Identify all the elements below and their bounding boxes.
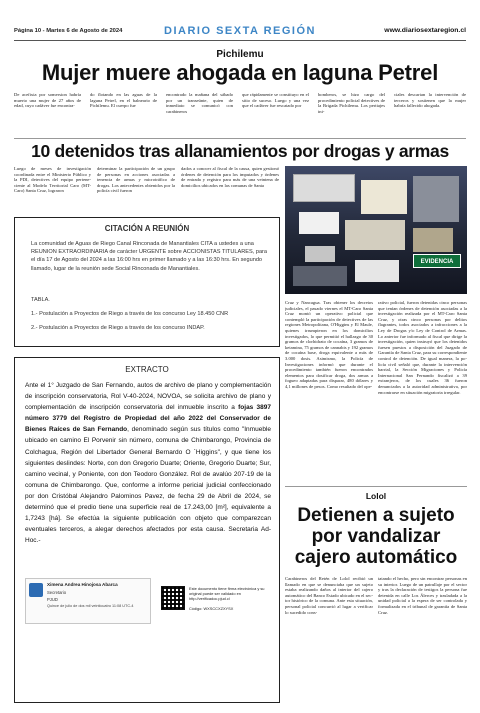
legal-extract [14, 357, 280, 703]
story2-col-3: dados a conocer al fiscal de la causa, quien gestionó órdenes de detención para los imputados y órdenes de entrada y registro para más de una veintena de domicilios ubicados en las comunas de Santa [181, 166, 279, 188]
sign-timestamp: Quince de julio de dos mil veinticuatro 11:08 UTC-4 [47, 604, 134, 608]
newspaper-name: DIARIO SEXTA REGIÓN [164, 25, 316, 37]
seal-icon [29, 583, 43, 597]
story3-col-1: Carabineros del Retén de Lolol recibió un llamado en que se denunciaba que un sujeto estaba realizando daños al interior del cajero automático del Banco Estado ubicado en el sector histórico de la comuna. Ante esta situación, personal policial concurrió al lugar a verificar lo sucedido cons- [285, 576, 373, 615]
notice-table-label: TABLA. [31, 297, 50, 303]
story1-col-1: De acefixia por somersion habría muerto una mujer de 27 años de edad, cuyo cadáver fue encontra- [14, 92, 81, 109]
story2-continuation-2: rativo policial, fueron detenidas cinco personas que tenían órdenes de detención asociadas a la investigación realizada por el MT-Caro Santa Cruz, y otras cinco personas por delitos flagrantes, todos asociados a infracciones a la Ley de Drogas y/o Ley de Control de Armas. Lo anterior fue informado al fiscal que dirige la investigación, quien instruyó que los detenidos fuesen puestos a disposición del Juzgado de Garantía de Santa Cruz, para su correspondiente control de detención. De igual manera, la policía civil señaló que, durante la intervención barrial, la Sección Migraciones y Policía Internacional San Fernando fiscalizó a 39 extranjeros, de los cuales 36 fueron denunciados a la autoridad administrativa, por encontrarse en situación migratoria irregular. [378, 300, 467, 395]
extract-body-a: Ante el 1° Juzgado de San Fernando, autos de archivo de plano y complementación de inscripción conservatoria, Rol V-40-2024, NOVOA, se solicita archivo de plano y complementación de inscripción conservatoria del inmueble inscrito a [25, 382, 271, 412]
story2-col-1: Luego de meses de investigación coordinada entre el Ministerio Público y la PDI, detectives del equipo perteneciente al Modelo Territorial Caro (MT-Caro) Santa Cruz, lograron [14, 166, 91, 194]
extract-body [25, 380, 271, 572]
signature-block [25, 578, 151, 624]
verify-note: Este documento tiene firma electrónica y su original puede ser validado en http://verificadoc.pjud.cl [189, 586, 265, 601]
notice-title: CITACIÓN A REUNIÓN [104, 224, 190, 233]
masthead-rule [14, 40, 466, 41]
story1-location: Pichilemu [216, 49, 264, 60]
story1-col-5: bomberos, se hizo cargo del procedimiento policial detectives de la Brigada Pichilemu. Los peritajes ini- [318, 92, 385, 114]
story2-rule [285, 486, 467, 487]
story1-headline: Mujer muere ahogada en laguna Petrel [41, 60, 439, 85]
story3-headline: Detienen a sujeto por vandalizar cajero automático [294, 505, 458, 568]
extract-body-bold: fojas 3897 número 3779 del Registro de Propiedad del año 2022 del Conservador de Bienes Raíces de San Fernando [25, 404, 271, 434]
story1-col-2: do flotando en las aguas de la laguna Petrel, en el balneario de Pichilemu. El cuerpo fue [90, 92, 157, 109]
story2-col-2: determinar la participación de un grupo de personas en acciones asociadas a tenencia de armas y microtráfico de drogas. Los antecedentes obtenidos por la policía civil fueron [97, 166, 175, 194]
story2-continuation-1: Cruz y Nancagua. Tras obtener los decretos judiciales, el pasado viernes el MT-Caro Santa Cruz montó un operativo policial que contempló la participación de detectives de las regiones Metropolitana, O'Higgins y El Maule, quienes irrumpieron en los domicilios investigados, lo que permitió el hallazgo de 30 gramos de clorhidrato de cocaína, 3 gramos de ketamina, 75 gramos de cannabis y 192 gramos de cocaína base, droga equivalente a más de 3.000 dosis. Asimismo, la Policía de Investigaciones informó que durante el procedimiento también fueron encontrados elementos para dosificar droga, dos armas a fogueo adaptadas para disparar, 480 dólares y 4,1 millones de pesos. Como resultado del ope- [285, 300, 373, 389]
extract-title: EXTRACTO [125, 365, 169, 374]
notice-item-2: 2.- Postulación a Proyectos de Riego a través de los concurso INDAP. [31, 325, 205, 331]
story1-col-6: ciales descartan la intervención de terceros y sostienen que la mujer habría fallecido ahogada. [394, 92, 466, 109]
website-url: www.diariosextaregion.cl [384, 27, 466, 34]
notice-item-1: 1.- Postulación a Proyectos de Riego a través de los concurso Ley 18.450 CNR [31, 311, 229, 317]
story3-col-2: tatando el hecho, pero sin encontrar personas en su interior. Luego de un patrullaje por el sector y tras la declaración de testigos la persona fue detenida en calle Los Álerces y trasladada a la unidad policial a la espera de ser controlada y formalizada en el tribunal de garantía de Santa Cruz. [378, 576, 467, 615]
signer-court: PJUD [47, 597, 58, 602]
story3-location: Lolol [365, 491, 387, 501]
evidence-badge: EVIDENCIA [413, 254, 461, 268]
extract-body-b: , denominado según sus títulos como "Inmueble ubicado en camino El Porvenir sin número, comuna de Chimbarongo, Provincia de Colchagua, Región del Libertador General Bernardo O ´Higgins", y que tiene los siguientes deslindes: Norte, con don Gregorio Duarte; Oriente, Gregorio Duarte; Sur, camino vecinal, y Poniente, con don Teodoro González. Rol de avalúo 207-19 de la comuna de Chimbarongo. Que, conforme a informe pericial judicial confeccionado por don Cristóbal Alejandro Palominos Pavez, de fecha 29 de Abril de 2024, se determinó que el predio tiene una superficie real de 17.243,00 [m²], equivalente a 1,7243 [há]. Se efectúa la siguiente publicación con objeto que comparezcan eventuales terceros, a alegar derechos afectados por esta causa. Secretaria Ad-Hoc.- [25, 426, 271, 545]
story1-rule [14, 138, 466, 139]
evidence-photo [285, 166, 467, 294]
page-date: Página 10 - Martes 6 de Agosto de 2024 [14, 28, 123, 34]
notice-body: La comunidad de Aguas de Riego Canal Rinconada de Manantiales CITA a ustedes a una REUNION EXTRAORDINARIA de carácter URGENTE sobre ACCIONISTAS TITULARES, para el día 17 de Agosto del 2024 a las 16:00 hrs en primer llamado y a las 16:30 hrs. En segundo llamado, lugar de la reunión sede Social Rinconada de Manantiales. [31, 241, 268, 272]
signer-role: Secretario [47, 590, 67, 595]
signer-name: Ximena Andrea Hinojosa Abarca [47, 582, 118, 587]
verify-code: Código: WXSCCXZXYSX [189, 606, 234, 611]
story1-col-4: que rápidamente se constituyo en el sitio de suceso. Luego y una vez que el cadáver fue rescatado por [242, 92, 309, 109]
story1-col-3: encontrado la mañana del sábado por un transeúnte, quien de inmediato se comunicó con carabineros [166, 92, 233, 114]
story2-headline: 10 detenidos tras allanamientos por drogas y armas [31, 141, 449, 161]
citation-notice [14, 217, 280, 347]
qr-code-icon [161, 586, 185, 610]
